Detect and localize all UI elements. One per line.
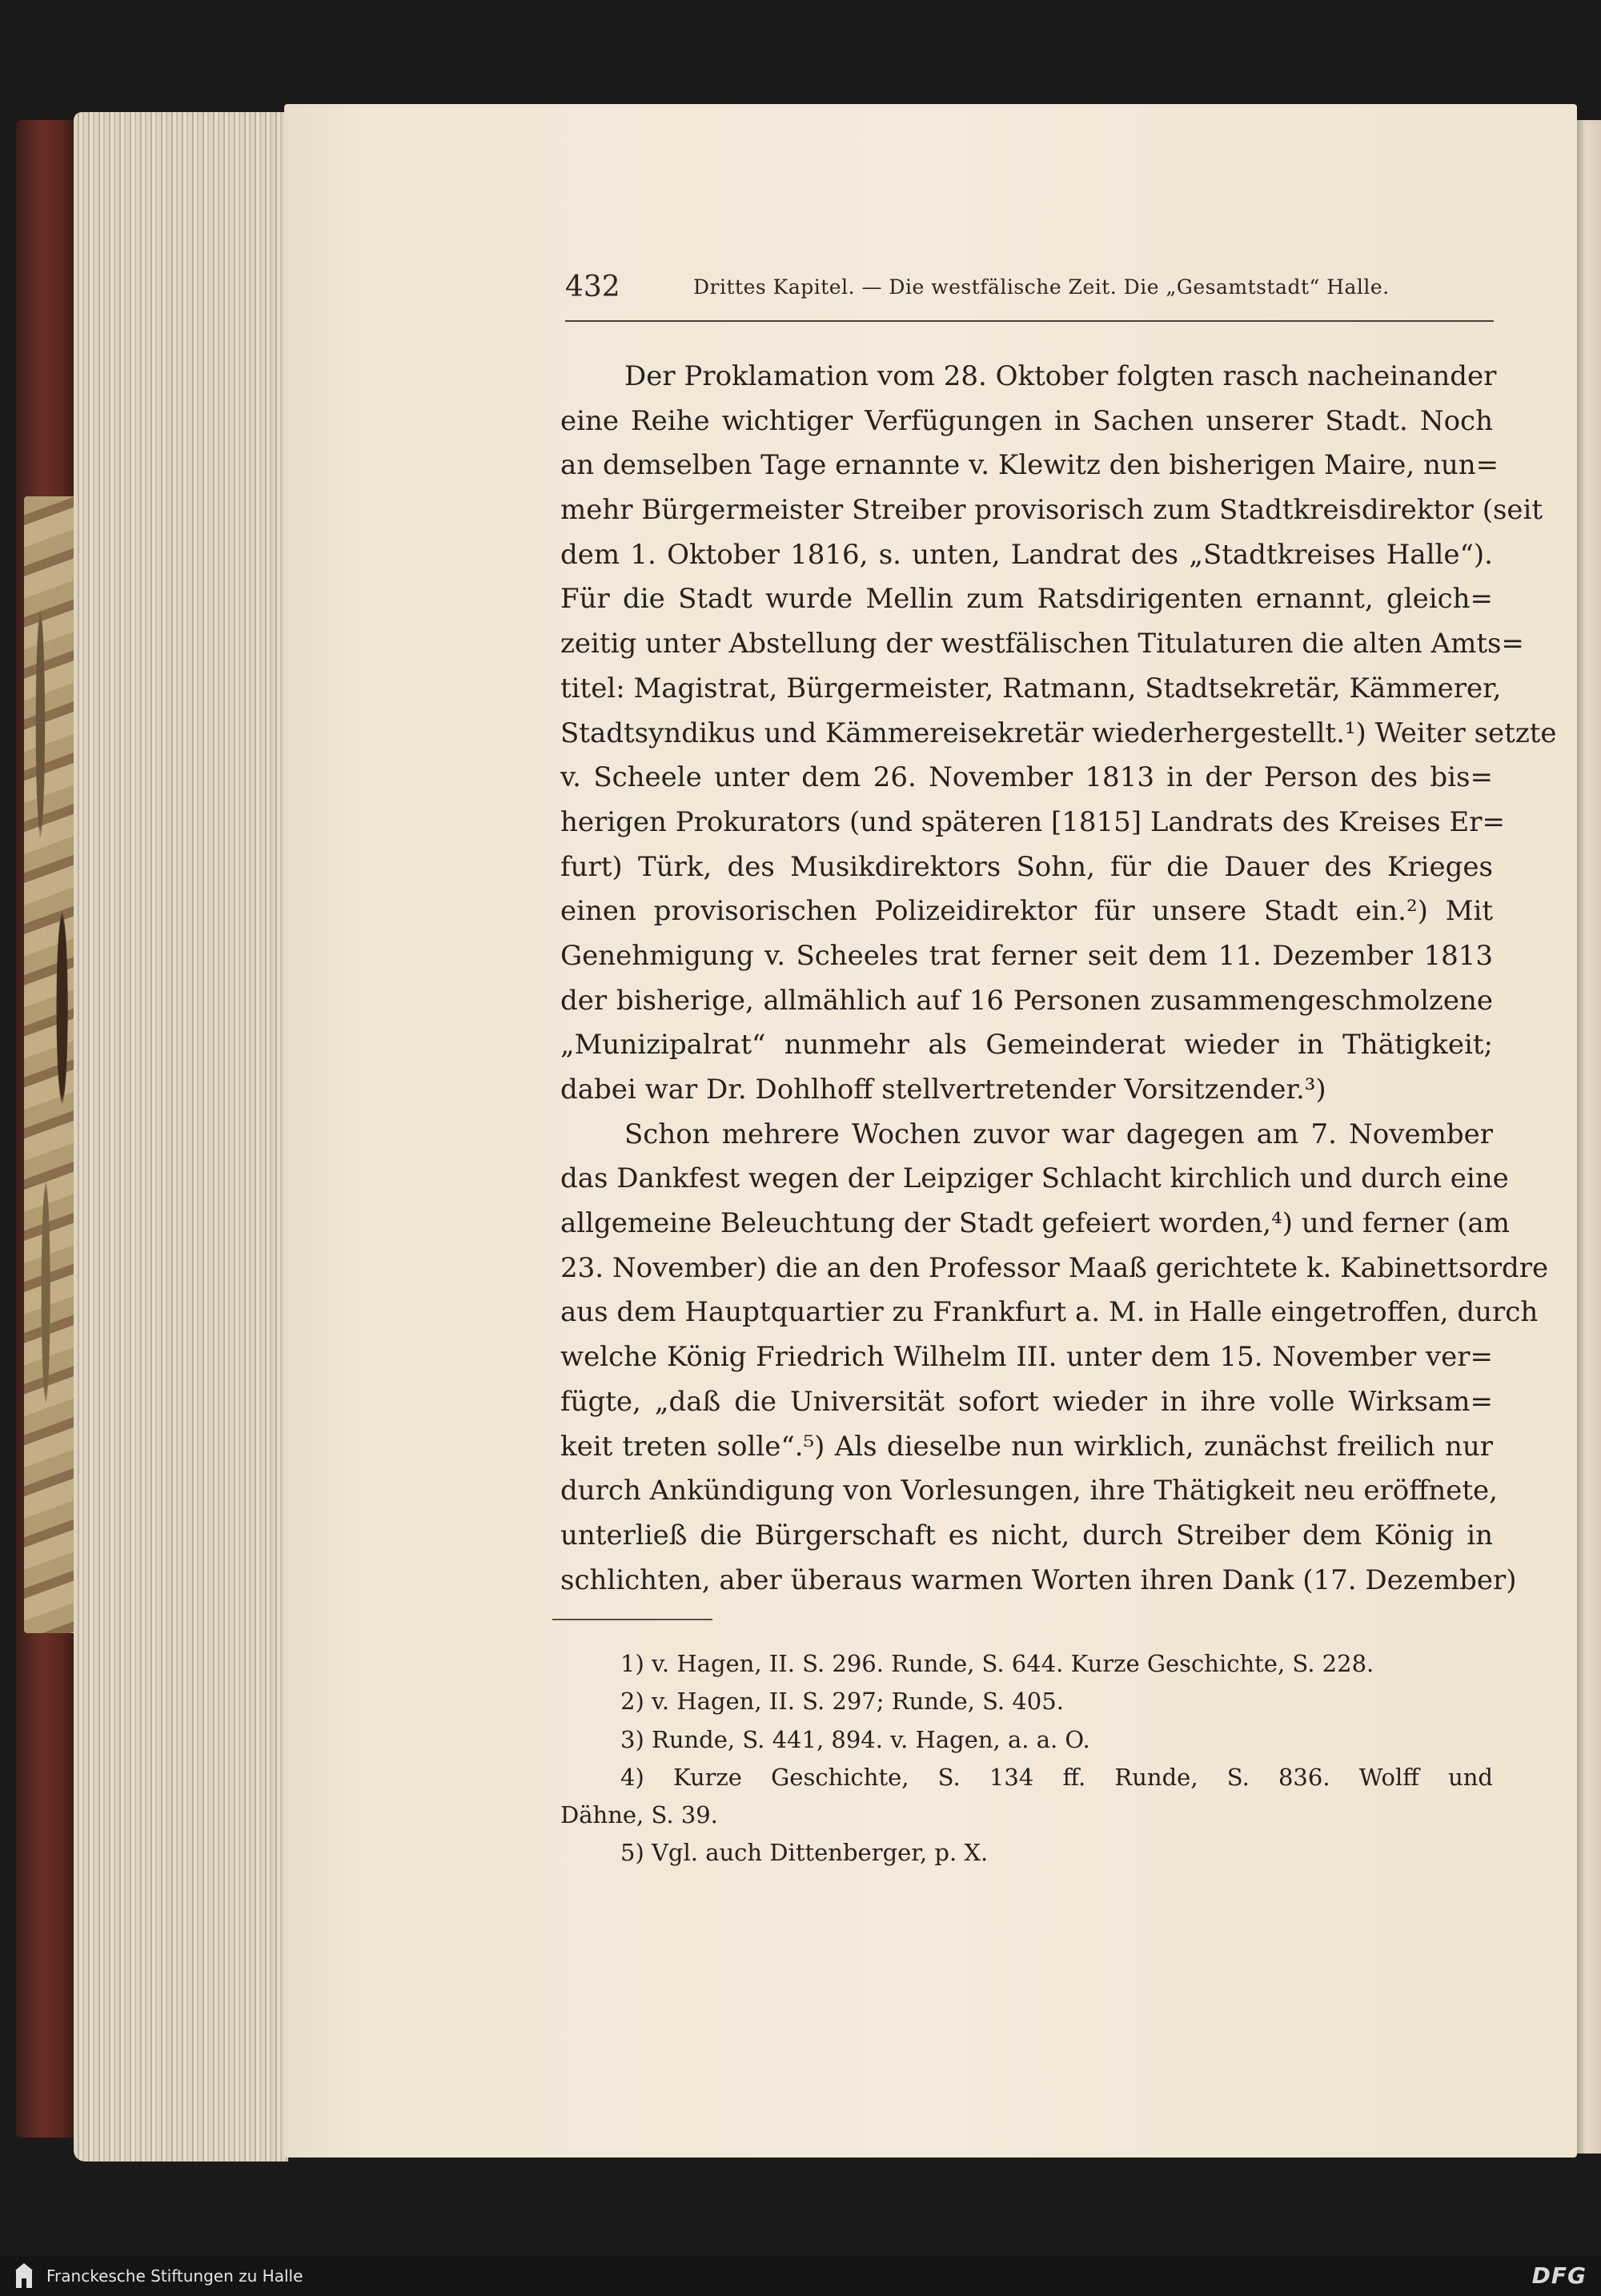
institution-logo-icon: [14, 2262, 34, 2290]
text-line: v. Scheele unter dem 26. November 1813 in der Person des bis=: [560, 761, 1493, 794]
body-text: [560, 355, 1557, 1603]
adjacent-page-edge: [1575, 120, 1601, 2154]
text-line: furt) Türk, des Musikdirektors Sohn, für die Dauer des Krieges: [560, 850, 1493, 883]
text-line: eine Reihe wichtiger Verfügungen in Sachen unserer Stadt. Noch: [560, 404, 1493, 437]
text-line: unterließ die Bürgerschaft es nicht, durch Streiber dem König in: [560, 1519, 1493, 1551]
text-line: Der Proklamation vom 28. Oktober folgten rasch nacheinander: [624, 360, 1497, 392]
running-head: Drittes Kapitel. — Die westfälische Zeit. Die „Gesamtstadt“ Halle.: [693, 275, 1390, 299]
text-line: dabei war Dr. Dohlhoff stellvertretender Vorsitzender.³): [560, 1074, 1326, 1106]
text-line: keit treten solle“.⁵) Als dieselbe nun wirklich, zunächst freilich nur: [560, 1430, 1493, 1463]
footnote-rule: [552, 1619, 712, 1620]
text-line: „Munizipalrat“ nunmehr als Gemeinderat wieder in Thätigkeit;: [560, 1029, 1493, 1062]
footnote: 5) Vgl. auch Dittenberger, p. X.: [620, 1839, 989, 1867]
text-line: einen provisorischen Polizeidirektor für unsere Stadt ein.²) Mit: [560, 895, 1493, 928]
text-line: der bisherige, allmählich auf 16 Personen zusammengeschmolzene: [560, 984, 1493, 1017]
text-line: durch Ankündigung von Vorlesungen, ihre Thätigkeit neu eröffnete,: [560, 1475, 1498, 1507]
text-line: Für die Stadt wurde Mellin zum Ratsdirigenten ernannt, gleich=: [560, 583, 1493, 616]
text-line: 23. November) die an den Professor Maaß gerichtete k. Kabinettsordre: [560, 1251, 1549, 1284]
text-line: an demselben Tage ernannte v. Klewitz den bisherigen Maire, nun=: [560, 449, 1499, 482]
text-line: herigen Prokurators (und späteren [1815] Landrats des Kreises Er=: [560, 805, 1505, 838]
dfg-logo: DFG: [1531, 2262, 1587, 2289]
header-rule: [565, 320, 1494, 322]
footnote: 4) Kurze Geschichte, S. 134 ff. Runde, S. 836. Wolff und: [620, 1763, 1493, 1791]
text-line: fügte, „daß die Universität sofort wieder in ihre volle Wirksam=: [560, 1385, 1493, 1418]
text-line: titel: Magistrat, Bürgermeister, Ratmann, Stadtsekretär, Kämmerer,: [560, 672, 1502, 704]
footnote-continuation: Dähne, S. 39.: [560, 1801, 718, 1829]
text-line: aus dem Hauptquartier zu Frankfurt a. M. in Halle eingetroffen, durch: [560, 1296, 1539, 1329]
footnote: 3) Runde, S. 441, 894. v. Hagen, a. a. O.: [620, 1725, 1090, 1753]
page-header: [565, 271, 1494, 311]
text-line: welche König Friedrich Wilhelm III. unter dem 15. November ver=: [560, 1341, 1493, 1374]
text-line: dem 1. Oktober 1816, s. unten, Landrat des „Stadtkreises Halle“).: [560, 538, 1493, 571]
marbled-cover-edge: [24, 496, 78, 1633]
text-line: schlichten, aber überaus warmen Worten ihren Dank (17. Dezember): [560, 1563, 1517, 1596]
text-line: Stadtsyndikus und Kämmereisekretär wiederhergestellt.¹) Weiter setzte: [560, 716, 1557, 749]
text-line: das Dankfest wegen der Leipziger Schlacht kirchlich und durch eine: [560, 1162, 1509, 1195]
text-line: allgemeine Beleuchtung der Stadt gefeiert worden,⁴) und ferner (am: [560, 1207, 1510, 1240]
footnote: 2) v. Hagen, II. S. 297; Runde, S. 405.: [620, 1688, 1064, 1716]
text-line: Schon mehrere Wochen zuvor war dagegen am 7. November: [624, 1118, 1493, 1150]
institution-name: Franckesche Stiftungen zu Halle: [46, 2266, 303, 2286]
footnote: 1) v. Hagen, II. S. 296. Runde, S. 644. Kurze Geschichte, S. 228.: [620, 1650, 1374, 1677]
text-line: mehr Bürgermeister Streiber provisorisch zum Stadtkreisdirektor (seit: [560, 494, 1543, 527]
page-number: 432: [565, 271, 620, 303]
page-edge-stack: [74, 112, 288, 2162]
viewer-footer-bar: [0, 2256, 1601, 2296]
text-line: Genehmigung v. Scheeles trat ferner seit dem 11. Dezember 1813: [560, 939, 1493, 972]
text-line: zeitig unter Abstellung der westfälischen Titulaturen die alten Amts=: [560, 628, 1524, 660]
footnotes: [560, 1645, 1493, 1873]
